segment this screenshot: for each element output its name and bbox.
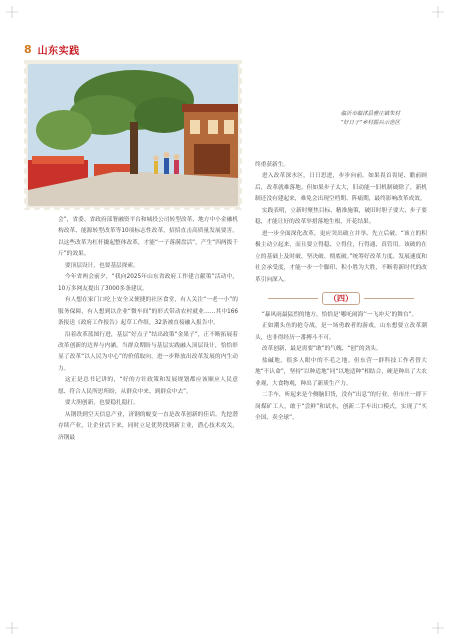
page-header	[24, 42, 80, 56]
section-title: 山东实践	[37, 45, 80, 57]
page-number: 8	[24, 42, 32, 56]
paragraph: 进入改革深水区，日日思进，步步向前。如果畏首畏尾、瞻前顾后，改革就难落地。但如果步子太大，旧动能一旧机制破除了，新机制还没有建起来，难免会出现空档期、阵痛期，最终影响改革成效。	[255, 173, 427, 203]
photo-stamp-icon	[24, 60, 242, 210]
caption-line-2: “好日子”乡村振兴示范区	[340, 120, 400, 126]
left-column	[58, 215, 238, 444]
divider	[364, 298, 414, 299]
crop-mark-icon	[6, 6, 18, 18]
paragraph: 盐碱地，很多人眼中的不毛之地。但东营一群科技工作者替大地“不认命”，坚持“以种适地”同“以地适种”相结合，硬是种出了大农业观、大食物观，种出了新质生产力。	[255, 357, 427, 387]
paragraph: 二手车，听起来是个侧脑旧货，没有“出息”的行业。但市庄一群下岗煤矿工人，敢于“尝鲜”和试水，创新二手车出口模式，实现了“买全国、卖全球”。	[255, 392, 427, 422]
right-column	[255, 160, 427, 425]
caption-line-1: 临沂市临沭县曹庄镇朱村	[340, 111, 400, 117]
paragraph: 要大胆创新，也要稳扎稳打。	[64, 400, 139, 407]
photo-caption	[250, 110, 400, 128]
divider	[268, 298, 318, 299]
paragraph: 改革创新，最是需要“敢”的气魄、“创”的劲头。	[261, 346, 382, 353]
crop-mark-icon	[432, 6, 444, 18]
crop-mark-icon	[6, 622, 18, 634]
paragraph: 正如潮头鱼的抢夺战，是一场勇敢者的游戏，山东想要立改革潮头，也非得经历一番搏斗不可。	[255, 323, 427, 341]
paragraph: 今年省两会前夕，“我向2025年山东省政府工作建言献策”活动中，10万多网友提出了3000多条建议。	[58, 274, 238, 292]
crop-mark-icon	[432, 622, 444, 634]
paragraph: 沿着改革蓝图行进，基层“好点子”结出政策“金果子”，正不断拓展着改革创新的边界与内涵。当群众期盼与基层实践融入顶层设计，恰恰彰显了改革“以人民为中心”的价值取向，进一步释放出改革发展的内生动力。	[58, 331, 238, 372]
part-label: （四）	[322, 292, 360, 305]
paragraph: 终重获新生。	[255, 162, 290, 168]
paragraph: “暴风雨最猛烈的地方，恰恰是‘哪吒闹海’‘一飞冲天’的舞台”。	[261, 311, 418, 318]
paragraph: 实践表明，立新时聚焦目标、精准施策，破旧时胆子要大、步子要稳，才能让好的改革举措落地生根、开花结果。	[255, 207, 427, 226]
paragraph: 要顶层设计，也要基层探索。	[64, 262, 139, 269]
paragraph: 进一步全面深化改革，更应突出破立并举、先立后破。“该立的积极主动立起来，而且要立得稳、立得住，行得通、真管用。该破的在立的基础上及时破、坚决破、彻底破。”统筹好改革力度、发展速度和社会承受度，才能一步一个脚印、积小胜为大胜，不断将新时代的改革引向深入。	[255, 230, 427, 283]
paragraph: 这正是总书记讲的，“好的方针政策和发展规划都应该顺应人民意愿、符合人民所思所盼，从群众中来、到群众中去”。	[58, 377, 238, 395]
paragraph: 会”，省委、省政府部署融资平台和城投公司转型改革、地方中小金融机构改革、能源转型改革等10项标志性改革，招招直击高质量发展要害。以这些改革为杠杆撬起整体改革，才能“一子落满盘活”，产生“四两拨千斤”的效果。	[58, 217, 238, 258]
photo-stamp	[24, 60, 242, 210]
part-heading	[255, 292, 427, 306]
paragraph: 从钢铁到空天信息产业，济钢的蜕变一直是改革创新的佳话。先挖潜存续产业，让企业活下来，同时立足优势找到新主业，潜心技术攻关，济钢最	[58, 411, 238, 441]
paragraph: 有人想在家门口吃上安全又便捷的社区食堂，有人关注“一老一小”的服务保障，有人想到以企业“微车间”的形式带动农村就业……其中166条报送《政府工作报告》起草工作组，32条被直接融入报告中。	[58, 297, 238, 327]
